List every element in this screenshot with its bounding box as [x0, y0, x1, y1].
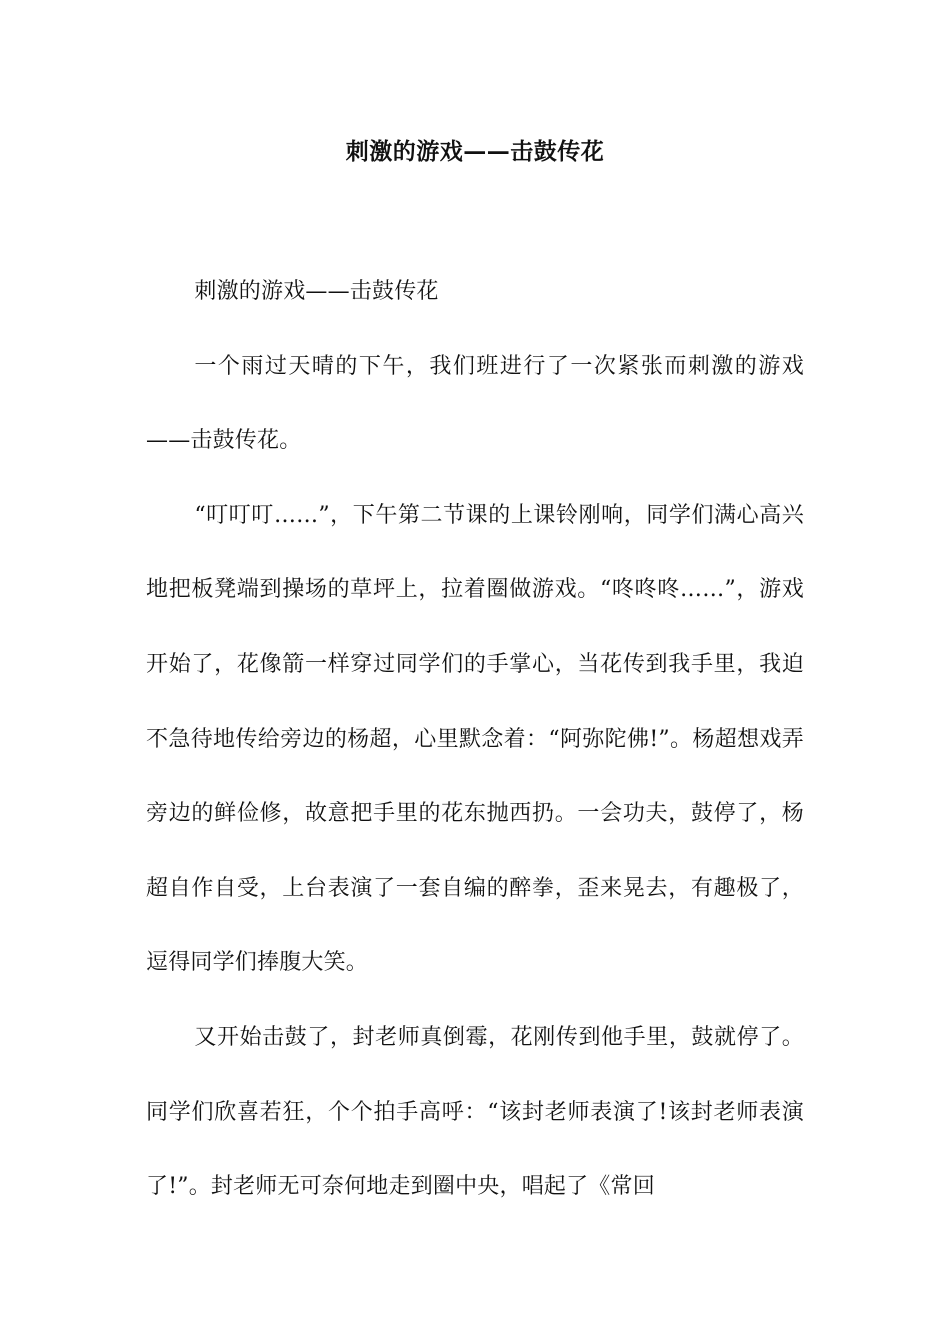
document-title: 刺激的游戏——击鼓传花 [345, 138, 605, 165]
paragraph-game-start: “叮叮叮……”，下午第二节课的上课铃刚响，同学们满心高兴地把板凳端到操场的草坪上，拉着圈做游戏。“咚咚咚……”，游戏开始了，花像箭一样穿过同学们的手掌心，当花传到我手里，我迫不急待地传给旁边的杨超，心里默念着：“阿弥陀佛!”。杨超想戏弄旁边的鲜俭修，故意把手里的花东抛西扔。一会功夫，鼓停了，杨超自作自受，上台表演了一套自编的醉拳，歪来晃去，有趣极了，逗得同学们捧腹大笑。 [146, 502, 804, 976]
paragraph-heading: 刺激的游戏——击鼓传花 [194, 279, 439, 304]
document-body [146, 255, 804, 1225]
paragraph-teacher: 又开始击鼓了，封老师真倒霉，花刚传到他手里，鼓就停了。同学们欣喜若狂，个个拍手高呼：“该封老师表演了!该封老师表演了!”。封老师无可奈何地走到圈中央，唱起了《常回 [146, 1024, 804, 1200]
paragraph-intro: 一个雨过天晴的下午，我们班进行了一次紧张而刺激的游戏——击鼓传花。 [146, 353, 804, 454]
